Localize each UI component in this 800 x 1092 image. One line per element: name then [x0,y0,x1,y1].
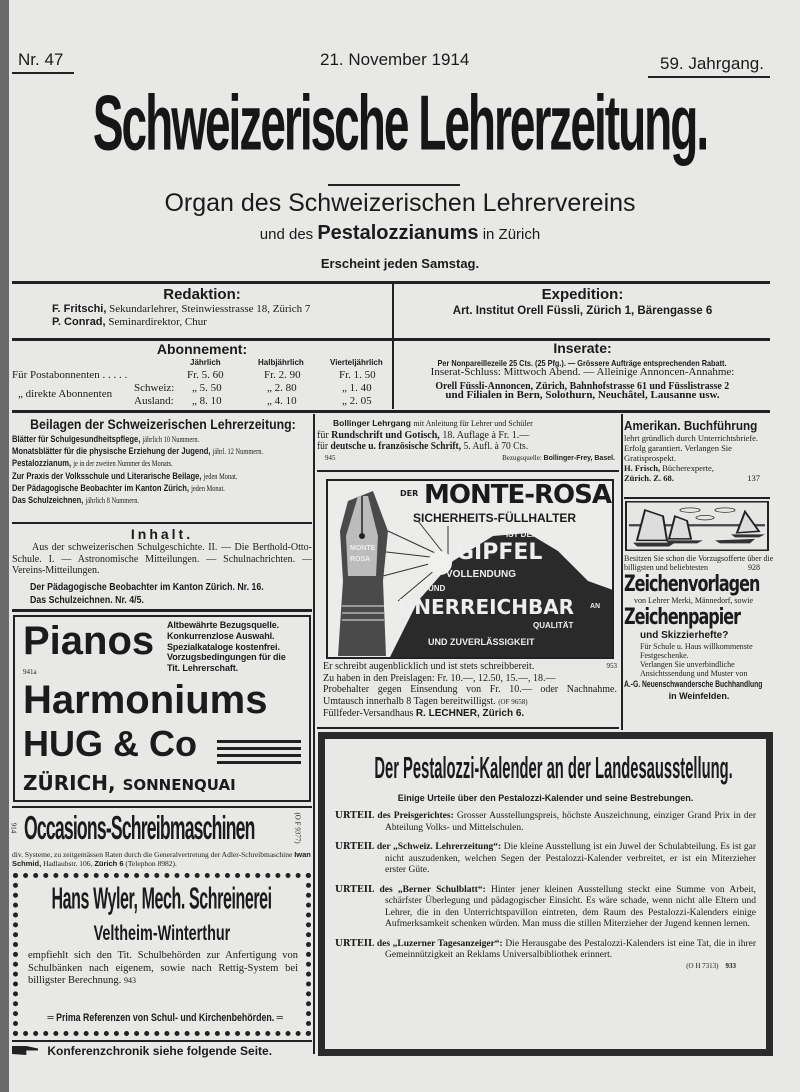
inserate-heading: Inserate: [553,340,612,356]
zeichen-place: in Weinfelden. [668,691,730,701]
buchfuehrung-city: Zürich. Z. 68. [624,473,674,483]
zeichen-by: von Lehrer Merki, Männedorf, sowie [634,596,754,605]
inhalt-extra: Das Schulzeichnen. Nr. 4/5. [30,594,144,606]
inserate [395,341,770,402]
monte-rosa-text: Er schreibt augenblicklich und ist stets schreibbereit. 953 Zu haben in den Preislagen: Fr. 10.—, 12.50, 15.—, 18.— Probehalter gegen Einsendung von Fr. 10.— oder Nachnahme. Umtausch innerhalb 8 Tagen bereitwilligst. (OF 9658) Füllfeder-Versandhaus R. LECHNER, Zürich 6. [323,661,617,719]
divider [317,470,619,472]
divider [624,497,770,499]
nib-label: MONTE ROSA [350,545,376,563]
zeichen-intro: Besitzen Sie schon die Vorzugsofferte über die billigsten und beliebtesten 928 [624,554,774,572]
ad-number: 941a [23,668,37,676]
beilage-item: Der Pädagogische Beobachter im Kanton Zürich, jeden Monat. [12,482,225,494]
inhalt-text: Aus der schweizerischen Schulgeschichte. II. — Die Berthold-Otto-Schule. I. — Astronomische Mitteilungen. — Schulnachrichten. — Vereins-Mitteilungen. [12,542,312,576]
brand-name: MONTE-ROSA [424,480,611,510]
slogan: DER [564,551,581,560]
beilage-item: Blätter für Schulgesundheitspflege, jährlich 10 Nummern. [12,434,200,445]
price: „ 4. 10 [267,395,297,407]
buchfuehrung-title: Amerikan. Buchführung [624,418,758,433]
subtitle: Organ des Schweizerischen Lehrervereins [164,189,636,217]
zeichen-text: Verlangen Sie unverbindliche Ansichtssendung und Muster von [640,660,748,678]
schreibmaschinen-ad [9,809,312,870]
divider [12,72,74,74]
issue-date: 21. November 1914 [320,50,470,69]
beilage-item: Das Schulzeichnen, jährlich 8 Nummern. [12,495,139,507]
zeichen-title: Zeichenvorlagen [624,570,760,597]
divider [392,341,394,409]
inserate-line: Inserat-Schluss: Mittwoch Abend. — Alleinige Annoncen-Annahme: [430,366,735,378]
ad-code: (O F 9377) [293,812,302,844]
verdict: URTEIL des Preisgerichtes: Grosser Ausstellungspreis, höchste Auszeichnung, einziger Grand Prix in der Abteilung Volks- und Mittelschulen. [335,811,757,833]
column-header: Halbjährlich [258,358,304,367]
divider [12,806,312,808]
inhalt-extra: Der Pädagogische Beobachter im Kanton Zürich. Nr. 16. [30,581,264,593]
buchfuehrung-name: H. Frisch, Bücherexperte, [624,463,714,473]
buchfuehrung-text: lehrt gründlich durch Unterrichtsbriefe. Erfolg garantiert. Verlangen Sie Gratisprospekt. [624,433,759,463]
divider [12,410,770,413]
subtitle-2 [0,222,800,246]
divider [392,284,394,338]
redaktion-heading: Redaktion: [163,286,241,303]
abonnement-heading: Abonnement: [156,341,248,357]
slogan: IST DER [506,530,538,539]
frequency: Erscheint jeden Samstag. [320,256,480,271]
wyler-ad [13,873,311,1036]
redaktion-line: F. Fritschi, Sekundarlehrer, Steinwiesstrasse 18, Zürich 7 [52,303,311,315]
divider [648,76,770,78]
schreibmaschinen-text: div. Systeme, zu zeitgemässen Raten durch die Generalvertretung der Adler-Schreibmaschine Iwan Schmid, Hadlaubstr. 106, Zürich 6 (Telephon 8982). [12,850,311,868]
row-label: Für Postabonnenten . . . . . [12,369,128,381]
pointing-hand-icon [12,1045,38,1055]
schreibmaschinen-title: Occasions-Schreibmaschinen [24,809,255,847]
hug-blurb: Altbewährte Bezugsquelle. Konkurrenzlose Auswahl. Spezialkataloge kostenfrei. Vorzugsbedingungen für die Tit. Lehrerschaft. [167,620,286,674]
wyler-place: Veltheim-Winterthur [93,923,231,946]
verdict: URTEIL des „Berner Schulblatt“: Hinter jener kleinen Ausstellung steckt eine Summe von Arbeit, schärfster Überlegung und pädagogischer Einsicht. Es wäre schade, wenn nicht alle Eltern und Lehrer, die in den Unterrichtspavillon eintreten, dem Raum des Pestalozzi-Kalenders einige Aufmerksamkeit schenken würden. Man muss die stillen Miterzieher der Jugend kennen lernen. [335,884,756,929]
company-name: HUG & Co [23,723,197,764]
zeichen-sub: und Skizzierhefte? [640,630,729,641]
column-header: Vierteljährlich [330,358,383,367]
row-sublabel: Schweiz: [134,382,175,394]
harmoniums-heading: Harmoniums [23,678,268,722]
divider [12,522,312,524]
pestalozzi-intro: Einige Urteile über den Pestalozzi-Kalender und seine Bestrebungen. [397,793,694,803]
price: Fr. 5. 60 [187,369,224,381]
inserate-line: Orell Füssli-Annoncen, Zürich, Bahnhofstrasse 61 und Füsslistrasse 2 [435,379,730,392]
slogan: UND [428,584,446,593]
price: „ 2. 05 [342,395,372,407]
zeichen-ad [624,554,774,702]
pestalozzi-ad [318,732,773,1056]
divider [12,609,312,612]
pestalozzi-code: (O H 7313) 933 [686,961,736,970]
inhalt [12,526,312,606]
zeichen-firm: A.-G. Neuenschwandersche Buchhandlung [624,679,763,689]
row-sublabel: Ausland: [134,395,174,407]
pestalozzi-title: Der Pestalozzi-Kalender an der Landesausstellung. [374,751,733,785]
konferenz-note: Konferenzchronik siehe folgende Seite. [12,1044,272,1058]
volume: 59. Jahrgang. [660,54,764,73]
wyler-title: Hans Wyler, Mech. Schreinerei [51,882,273,917]
slogan: GIPFEL [456,540,543,565]
price: „ 1. 40 [342,382,372,394]
beilage-item: Monatsblätter für die physische Erziehung der Jugend, jährl. 12 Nummern. [12,446,264,458]
beilage-item: Zur Praxis der Volksschule und Literarische Beilage, jeden Monat. [12,470,238,482]
abonnement [12,341,392,409]
company-address: ZÜRICH, SONNENQUAI [23,771,236,795]
inhalt-heading: Inhalt. [130,526,194,542]
beilage-item: Pestalozzianum, je in der zweiten Nummer des Monats. [12,458,173,470]
zeichen-title: Zeichenpapier [624,603,740,630]
slogan: VOLLENDUNG [446,569,516,580]
inserate-line: und Filialen in Bern, Solothurn, Neuchâtel, Lausanne usw. [445,389,720,401]
inserate-line: Per Nonpareillezeile 25 Cts. (25 Pfg.). — Grössere Aufträge entsprechenden Rabatt. [438,358,727,368]
slogan: UNERREICHBAR [398,595,575,619]
price: Fr. 1. 50 [339,369,376,381]
price: „ 5. 50 [192,382,222,394]
divider [621,414,623,730]
ad-number: 137 [747,473,760,483]
wyler-footer: ═ Prima Referenzen von Schul- und Kirchenbehörden. ═ [47,1012,283,1024]
buchfuehrung-ad [624,418,774,483]
product-name: SICHERHEITS-FÜLLHALTER [413,511,577,525]
divider [313,414,315,1054]
verdict: URTEIL des „Luzerner Tagesanzeiger“: Die Herausgabe des Pestalozzi-Kalenders ist eine Tat, die in ihrer Gemeinnützigkeit an Reklams Universalbibliothek erinnert. [335,938,756,960]
redaktion-line: P. Conrad, Seminardirektor, Chur [52,316,207,328]
price: „ 2. 80 [267,382,297,394]
beilagen [12,416,312,507]
price: Fr. 2. 90 [264,369,301,381]
page-edge [0,0,9,1092]
row-label: „ direkte Abonnenten [18,388,113,400]
slogan: UND ZUVERLÄSSIGKEIT [428,637,535,647]
subtitle-2-pre: und des [259,226,314,243]
subtitle-2-bold: Pestalozzianums [317,222,479,244]
pianos-heading: Pianos [23,619,155,663]
column-header: Jährlich [190,358,221,367]
divider [317,727,619,729]
hug-pianos-ad [13,615,311,802]
divider [12,1040,312,1042]
slogan: QUALITÄT [533,621,574,630]
title-wrap [20,80,780,170]
price: „ 8. 10 [192,395,222,407]
bollinger-ad: Bollinger Lehrgang mit Anleitung für Lehrer und Schüler für Rundschrift und Gotisch, 18. Auflage à Fr. 1.— für deutsche u. französische Schrift, 5. Aufl. à 70 Cts. 945 Bezugsquelle: Bollinger-Frey, Basel. [317,418,615,462]
beilagen-heading: Beilagen der Schweizerischen Lehrerzeitung: [30,416,296,432]
newspaper-title: Schweizerische Lehrerzeitung. [92,78,708,167]
zeichen-text: Für Schule u. Haus willkommenste Festgeschenke. [640,642,753,660]
expedition [395,286,770,317]
monte-rosa-ad [326,479,614,659]
wyler-text: empfiehlt sich den Tit. Schulbehörden zur Anfertigung von Schulbänken nach eigenem, sowie nach Rettig-System bei billigster Berechnung. 943 [28,950,298,986]
divider [12,281,770,284]
ad-der: DER [400,489,419,498]
expedition-line: Art. Institut Orell Füssli, Zürich 1, Bärengasse 6 [452,305,713,317]
sailboats-illustration [625,501,769,551]
slogan: AN [590,603,601,610]
divider [328,184,460,186]
verdict: URTEIL der „Schweiz. Lehrerzeitung“: Die kleine Ausstellung ist ein Juwel der Schulabteilung. Es ist gar nicht auszudenken, welchen Segen der Pestalozzi-Kalender verbreitet, er ist ein Miterzieher erster Güte. [335,842,757,875]
ad-number: 914 [9,822,18,834]
subtitle-2-post: in Zürich [482,226,541,243]
redaktion [12,286,392,329]
expedition-heading: Expedition: [541,286,624,303]
issue-number: Nr. 47 [18,50,64,69]
